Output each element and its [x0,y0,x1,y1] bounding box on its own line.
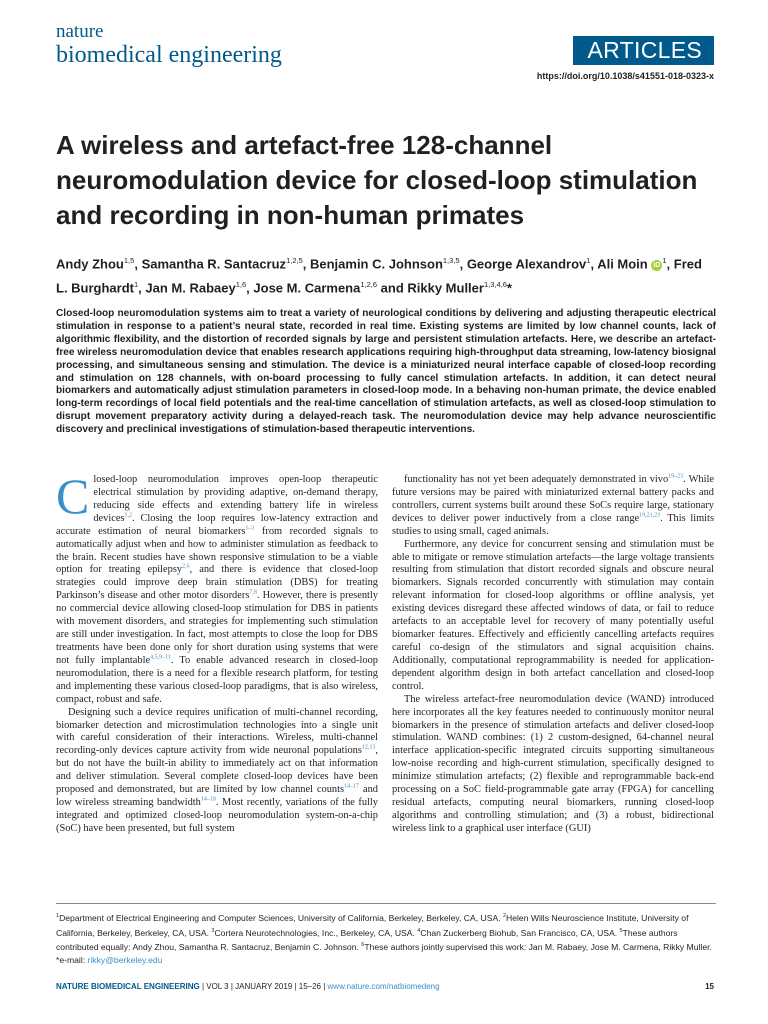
author-separator: , [666,256,674,272]
footer-citation [56,982,440,991]
affiliation-number: 4 [417,927,421,934]
author-affiliation-marker: 1,3,5 [442,256,460,265]
author-name[interactable]: Benjamin C. Johnson [309,256,443,272]
affiliation-number: 2 [502,913,507,919]
affiliation-text: Helen Wills Neuroscience Institute, University of California, Berkeley, Berkeley, CA, USA. [56,912,689,938]
author-name[interactable]: Ali Moin [597,256,648,272]
doi-link[interactable]: https://doi.org/10.1038/s41551-018-0323-x [536,71,714,81]
affiliation-number: 5 [619,927,623,934]
body-text: . Closing the loop requires low-latency extraction and accurate estimation of neural biomarkers [56,512,378,537]
body-text: . This limits studies to using small, caged animals. [392,512,714,537]
body-text: , but do not have the built-in ability to immediately act on that information and deliver stimulation. Several complete closed-loop devices have been proposed and demonstrated, but are limited by low channel counts [56,745,378,796]
author-list [56,250,716,299]
journal-logo[interactable] [56,22,386,88]
author-affiliation-marker: 1,6 [235,280,247,290]
body-text: functionality has not yet been adequately demonstrated in vivo [404,474,669,485]
author-affiliation-marker: 1 [662,256,667,265]
author-affiliation-marker: 1,3,4,6 [483,280,507,290]
body-paragraph [392,539,714,694]
author-name[interactable]: Fred L. Burghardt [56,256,702,296]
author-separator: , [134,256,142,272]
footer-url-link[interactable]: www.nature.com/natbiomedeng [327,982,440,991]
author-separator: , [302,256,310,272]
author-separator: and [377,280,408,296]
author-separator: , [246,280,254,296]
body-text: . To enable advanced research in closed-loop neuromodulation, there is a need for a flexible research platform, for testing and implementing these various closed-loop paradigms, that is also wireless, compact, robust and safe. [56,654,378,705]
drop-cap: C [56,468,90,524]
body-column-left [56,468,379,836]
citation-reference[interactable]: 14–18 [200,796,216,803]
body-column-right [392,474,714,836]
body-text: . However, there is presently no commercial device allowing closed-loop stimulation for DBS in patients with movement disorders, and strategies for implementing such stimulation are still under investigation. In fact, most attempts to close the loop for DBS treatments have been done only for short duration using systems that were not fully implantable [56,590,379,666]
affiliation-text: These authors contributed equally: Andy Zhou, Samantha R. Santacruz, Benjamin C. Johnson. [56,927,678,953]
author-name[interactable]: Samantha R. Santacruz [141,256,287,272]
body-text: from recorded signals to automatically adjust when and how to administer stimulation as feedback to the brain. Recent studies have shown responsive stimulation to be a viable option for treating epilepsy [56,525,378,576]
author-separator: , [590,256,598,272]
citation-reference[interactable]: 1,2 [124,512,133,519]
page-number: 15 [705,982,714,991]
citation-reference[interactable]: 1–3 [245,525,255,532]
citation-reference[interactable]: 7,8 [249,589,257,596]
author-separator: , [459,256,467,272]
affiliation-text: Chan Zuckerberg Biohub, San Francisco, CA, USA. [420,927,620,938]
body-paragraph [392,694,714,836]
citation-reference[interactable]: 2,6 [182,563,190,570]
affiliation-number: 3 [211,927,215,934]
affiliation-text: These authors jointly supervised this work: Jan M. Rabaey, Jose M. Carmena, Rikky Muller. [364,942,712,953]
body-paragraph [56,468,379,707]
body-paragraph [56,707,378,836]
author-affiliation-marker: 1,2,6 [360,280,378,290]
section-label: ARTICLES [587,37,702,63]
footer-journal-name: NATURE BIOMEDICAL ENGINEERING [56,982,200,991]
author-name[interactable]: Andy Zhou [56,256,124,272]
author-affiliation-marker: 1 [586,256,591,265]
body-text: , and there is evidence that closed-loop strategies could improve deep brain stimulation (DBS) for treating Parkinson’s disease and other motor disorders [56,564,378,602]
footnote-divider [56,903,716,904]
citation-reference[interactable]: 4,5,9–11 [150,654,171,661]
journal-name-top: nature [56,21,104,42]
author-name[interactable]: Jose M. Carmena [253,280,361,296]
author-name[interactable]: Jan M. Rabaey [145,280,236,296]
body-text: Furthermore, any device for concurrent sensing and stimulation must be able to mitigate or remove stimulation artefacts—the large voltage transients resulting from stimulation that distort recorded signals and obscure neural biomarkers. Signals recorded concurrently with stimulation may contain relevant information for closed-loop algorithms or offline analysis, yet existing devices disregard these affected windows of data, or fail to reduce artefacts to an acceptable level for recovery of many potentially useful biomarker features. Effectively and efficiently cancelling artefacts requires careful co-design of the stimulators and signal acquisition chains. Additionally, computational reprogrammability is needed for application-dependent algorithm design in both artefact cancellation and closed-loop control. [392,538,714,692]
author-affiliation-marker: 1,5 [123,256,135,265]
citation-reference[interactable]: 12,13 [361,744,376,751]
body-text: and low wireless streaming bandwidth [56,784,379,809]
citation-reference[interactable]: 19–23 [668,473,684,480]
orcid-icon[interactable]: iD [653,262,661,270]
email-prefix: *e-mail: [56,954,88,965]
author-name[interactable]: Rikky Muller [407,280,484,296]
article-title: A wireless and artefact-free 128-channel neuromodulation device for closed-loop stimulation and recording in non-human primates [56,130,698,230]
section-banner [573,36,714,65]
affiliation-text: Cortera Neurotechnologies, Inc., Berkeley, CA, USA. [214,927,418,938]
journal-name-bottom: biomedical engineering [56,42,282,68]
citation-reference[interactable]: 19,21,23 [639,512,661,519]
affiliation-text: Department of Electrical Engineering and Computer Sciences, University of California, Berkeley, Berkeley, CA, USA. [59,912,503,923]
abstract: Closed-loop neuromodulation systems aim to treat a variety of neurological conditions by delivering and adjusting therapeutic electrical stimulation in response to a patient’s neural state, recorded in real time. Existing systems are limited by low channel counts, lack of algorithmic flexibility, and the distortion of recorded signals by large and persistent stimulation artefacts. Here, we describe an artefact-free wireless neuromodulation device that enables research applications requiring high-throughput data streaming, low-latency biosignal processing, and simultaneous sensing and stimulation. The device is a miniaturized neural interface capable of closed-loop recording and stimulation on 128 channels, with on-board processing to fully cancel stimulation artefacts. In addition, it can detect neural biomarkers and automatically adjust stimulation parameters in closed-loop mode. In a behaving non-human primate, the device enabled long-term recordings of local field potentials and the real-time cancellation of stimulation artefacts, as well as closed-loop stimulation to disrupt movement preparatory activity during a delayed-reach task. The neuromodulation device may help advance neuroscientific discovery and preclinical investigations of stimulation-based therapeutic interventions. [56,308,716,436]
body-text: The wireless artefact-free neuromodulation device (WAND) introduced here incorporates all the key features needed to continuously monitor neural biomarkers in the presence of stimulation artefacts and deliver closed-loop stimulation. WAND combines: (1) 2 custom-designed, 64-channel neural interface application-specific integrated circuits supporting simultaneous low-noise recording and high-current stimulation, specifically designed to minimize stimulation artefacts; (2) flexible and reprogrammable back-end processing on a SoC field-programmable gate array (FPGA) for cancelling residual artefacts, computing neural biomarkers, running closed-loop algorithms and controlling stimulation; and (3) a robust, bidirectional wireless link to a graphical user interface (GUI) [392,693,714,834]
body-text: Designing such a device requires unification of multi-channel recording, biomarker detection and microstimulation technologies into a single unit with careful consideration of their interactions. Wireless, multi-channel recording-only devices capture activity from wide neuronal populations [56,706,378,757]
corresponding-author-marker: * [506,280,512,296]
author-name[interactable]: George Alexandrov [466,256,587,272]
affiliation-number: 6 [361,942,365,949]
body-text: losed-loop neuromodulation improves open-loop therapeutic electrical stimulation by providing adaptive, on-demand therapy, reducing side effects and extending battery life in wireless devices [93,474,378,524]
body-text: . While future versions may be paired with miniaturized external battery packs and controllers, current systems built around these SoCs require large, stationary devices to deliver power inductively from a close range [392,474,714,524]
footer-issue: | VOL 3 | JANUARY 2019 | 15–26 | [199,982,328,991]
author-separator: , [138,280,146,296]
body-paragraph [392,474,714,539]
affiliations [56,910,716,967]
affiliation-number: 1 [56,913,60,919]
citation-reference[interactable]: 14–17 [344,783,360,790]
author-affiliation-marker: 1,2,5 [286,256,303,265]
author-affiliation-marker: 1 [134,280,139,290]
body-text: . Most recently, variations of the fully integrated and optimized closed-loop neuromodulation system-on-a-chip (SoC) have been presented, but full system [56,797,378,834]
email-link[interactable]: rikky@berkeley.edu [87,954,163,965]
